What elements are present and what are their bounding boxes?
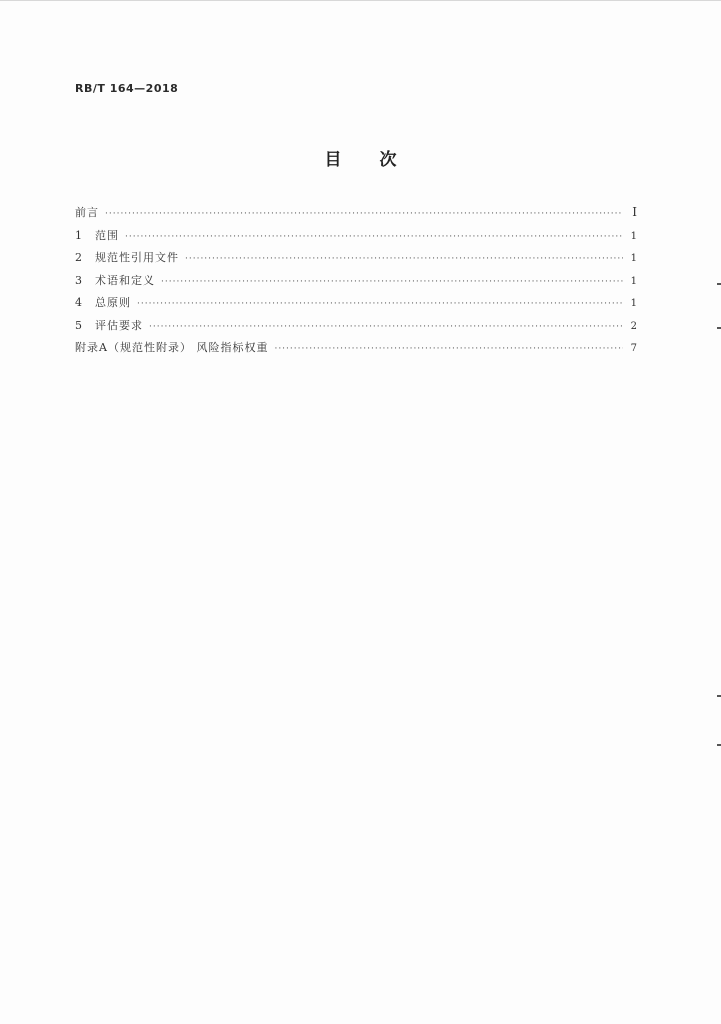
toc-entry-page: 7 bbox=[630, 343, 637, 354]
scan-margin-mark bbox=[717, 695, 721, 697]
toc-entry-page: Ⅰ bbox=[632, 205, 637, 219]
toc-entry-label: 范围 bbox=[95, 228, 119, 242]
scan-margin-mark bbox=[717, 283, 721, 285]
toc-entry-scope[interactable] bbox=[75, 227, 637, 250]
scan-margin-mark bbox=[717, 744, 721, 746]
toc-entry-page: 2 bbox=[630, 320, 637, 332]
toc-entry-label: 评估要求 bbox=[95, 318, 143, 332]
page-top-edge bbox=[0, 0, 721, 1]
toc-entry-assessment-requirements[interactable] bbox=[75, 317, 637, 340]
table-of-contents bbox=[75, 204, 637, 362]
toc-entry-normative-references[interactable] bbox=[75, 249, 637, 272]
toc-leader-dots bbox=[161, 277, 623, 287]
toc-leader-dots bbox=[105, 209, 623, 219]
toc-entry-label: 规范性引用文件 bbox=[95, 251, 179, 264]
toc-leader-dots bbox=[185, 254, 623, 264]
toc-leader-dots bbox=[149, 322, 623, 332]
toc-entry-terms-definitions[interactable] bbox=[75, 272, 637, 295]
toc-entry-label: 术语和定义 bbox=[95, 273, 155, 287]
toc-entry-page: 1 bbox=[630, 230, 637, 242]
toc-entry-page: 1 bbox=[630, 275, 637, 287]
toc-entry-general-principles[interactable] bbox=[75, 294, 637, 317]
document-code: RB/T 164—2018 bbox=[75, 82, 179, 95]
toc-entry-number: 3 bbox=[75, 273, 82, 287]
toc-leader-dots bbox=[125, 232, 623, 242]
scan-margin-mark bbox=[717, 327, 721, 329]
toc-entry-number: 2 bbox=[75, 251, 82, 264]
toc-entry-label: 前言 bbox=[75, 206, 99, 219]
toc-entry-page: 1 bbox=[630, 298, 637, 309]
toc-entry-label: 总原则 bbox=[95, 296, 131, 309]
toc-entry-number: 4 bbox=[75, 296, 82, 309]
toc-entry-page: 1 bbox=[630, 253, 637, 264]
toc-title: 目次 bbox=[324, 150, 435, 170]
toc-entry-foreword[interactable] bbox=[75, 204, 637, 227]
toc-entry-label: 附录A（规范性附录） 风险指标权重 bbox=[75, 341, 269, 354]
toc-leader-dots bbox=[274, 344, 623, 354]
toc-entry-number: 5 bbox=[75, 318, 82, 332]
toc-entry-appendix-a[interactable] bbox=[75, 339, 637, 362]
toc-leader-dots bbox=[137, 299, 623, 309]
toc-entry-number: 1 bbox=[75, 228, 82, 242]
